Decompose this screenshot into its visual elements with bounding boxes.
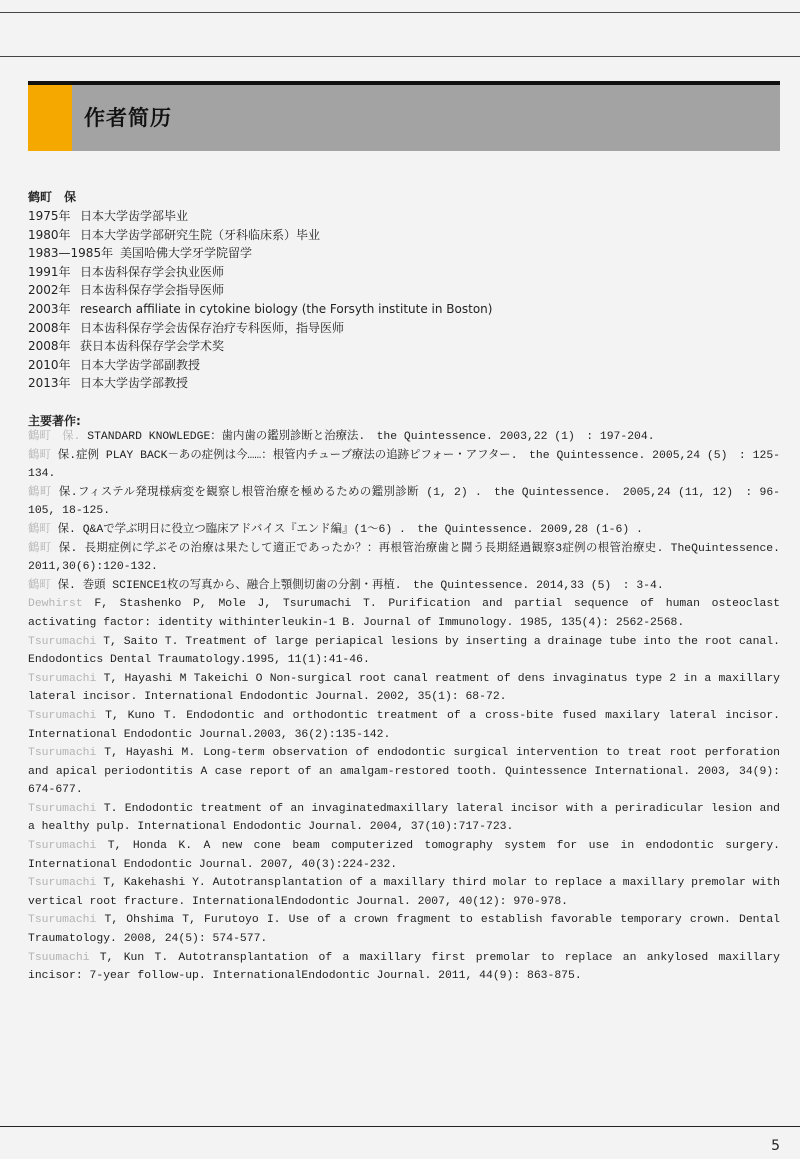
work-author: Tsurumachi [28, 709, 97, 722]
work-item [28, 447, 780, 484]
work-item [28, 577, 780, 596]
work-author: 鶴町 [28, 542, 52, 555]
work-citation: T, Hayashi M. Long-term observation of endodontic surgical intervention to treat root perforation and apical periodontitis A case report of an amalgam-restored tooth. Quintessence International. 2003, 34(9): 674-677. [28, 747, 780, 797]
page-number: 5 [771, 1138, 780, 1154]
career-text: 日本齿科保存学会执业医师 [80, 264, 225, 279]
career-text: 获日本齿科保存学会学术奖 [80, 339, 225, 354]
career-item [28, 281, 492, 300]
career-year: 2008年 [28, 339, 71, 354]
career-list [28, 207, 492, 393]
work-citation: T, Hayashi M Takeichi O Non-surgical root canal reatment of dens invaginatus type 2 in a maxillary lateral incisor. International Endodontic Journal. 2002, 35(1): 68-72. [28, 672, 780, 704]
career-text: 日本大学齿学部毕业 [80, 209, 189, 223]
career-text: 日本大学齿学部研究生院（牙科临床系）毕业 [80, 227, 321, 242]
work-citation: T, Saito T. Treatment of large periapical lesions by inserting a drainage tube into the root canal. Endodontics Dental Traumatology.1995, 11(1):41-46. [28, 635, 780, 667]
header-accent [28, 85, 72, 151]
career-text: 日本齿科保存学会齿保存治疗专科医师，指导医师 [80, 320, 345, 335]
work-citation: T, Kuno T. Endodontic and orthodontic treatment of a cross-bite fused maxilary lateral incisor. International Endodontic Journal.2003, 36(2):135-142. [28, 709, 780, 741]
work-item [28, 744, 780, 800]
career-year: 2010年 [28, 357, 71, 372]
career-item [28, 374, 492, 393]
career-item [28, 244, 492, 263]
work-author: Tsurumachi [28, 672, 97, 685]
section-header [28, 81, 780, 151]
career-item [28, 226, 492, 245]
work-author: Tsurumachi [28, 635, 97, 648]
work-item [28, 670, 780, 707]
page-title: 作者简历 [84, 106, 172, 130]
work-item [28, 540, 780, 577]
work-author: Dewhirst [28, 598, 83, 611]
work-item [28, 633, 780, 670]
work-author: 鶴町 [28, 486, 52, 499]
work-citation: 保. 巻頭 SCIENCE1枚の写真から、融合上顎側切歯の分割・再植. the Quintessence. 2014,33 (5) : 3-4. [50, 579, 664, 592]
work-citation: T, Ohshima T, Furutoyo I. Use of a crown fragment to establish favorable temporary crown. Dental Traumatology. 2008, 24(5): 574-577. [28, 914, 780, 946]
work-author: 鶴町 [28, 449, 51, 462]
work-item [28, 707, 780, 744]
work-citation: T, Kakehashi Y. Autotransplantation of a maxillary third molar to replace a maxillary premolar with vertical root fracture. InternationalEndodontic Journal. 2007, 40(12): 970-978. [28, 877, 780, 908]
career-text: 日本齿科保存学会指导医师 [80, 283, 225, 298]
career-year: 2008年 [28, 320, 71, 335]
work-item [28, 949, 780, 986]
work-author: Tsurumachi [28, 877, 97, 890]
career-item [28, 207, 492, 226]
work-item [28, 428, 780, 447]
career-item [28, 356, 492, 375]
work-citation: T. Endodontic treatment of an invaginatedmaxillary lateral incisor with a periradicular lesion and a healthy pulp. International Endodontic Journal. 2004, 37(10):717-723. [28, 802, 780, 834]
work-item [28, 837, 780, 874]
work-author: Tsurumachi [28, 802, 97, 815]
career-text: research affiliate in cytokine biology (the Forsyth institute in Boston) [80, 301, 493, 316]
work-item [28, 911, 780, 948]
work-author: 鶴町 保. [28, 431, 81, 443]
career-item [28, 337, 492, 356]
work-citation: 保. Q&Aで学ぶ明日に役立つ臨床アドバイス『エンド編』(1～6) . the Quintessence. 2009,28 (1-6) . [50, 523, 643, 536]
career-item [28, 263, 492, 282]
career-year: 1991年 [28, 264, 71, 279]
bottom-rule [0, 1126, 800, 1127]
career-text: 美国哈佛大学牙学院留学 [120, 246, 253, 261]
work-citation: 保. 長期症例に学ぶその治療は果たして適正であったか？：再根管治療歯と闘う長期経過観察3症例の根管治療史. TheQuintessence. 2011,30(6):120-132. [28, 542, 780, 574]
work-citation: F, Stashenko P, Mole J, Tsurumachi T. Purification and partial sequence of human osteoclast activating factor: identity withinterleukin-1 B. Journal of Immunology. 1985, 135(4): 2562-2568. [28, 598, 780, 629]
works-heading: 主要著作: [28, 414, 81, 428]
work-item [28, 800, 780, 837]
work-citation: T, Honda K. A new cone beam computerized tomography system for use in endodontic surgery. International Endodontic Journal. 2007, 40(3):224-232. [28, 840, 780, 871]
works-list [28, 428, 780, 986]
work-author: Tsurumachi [28, 914, 97, 927]
career-year: 1983—1985年 [28, 246, 114, 261]
work-citation: 保.症例 PLAY BACK－あの症例は今……：根管内チューブ療法の追跡ピフォー・アフター. the Quintessence. 2005,24 (5) : 125-134. [28, 449, 780, 481]
work-item [28, 595, 780, 632]
work-citation: T, Kun T. Autotransplantation of a maxillary first premolar to replace an ankylosed maxillary incisor: 7-year follow-up. InternationalEndodontic Journal. 2011, 44(9): 863-875. [28, 951, 780, 983]
top-rule [0, 56, 800, 57]
top-rule [0, 12, 800, 13]
work-citation: STANDARD KNOWLEDGE：歯内歯の鑑別診断と治療法. the Quintessence. 2003,22 (1) : 197-204. [80, 431, 655, 443]
work-item [28, 521, 780, 540]
work-author: 鶴町 [28, 523, 51, 536]
work-author: Tsuumachi [28, 951, 90, 964]
career-text: 日本大学齿学部副教授 [80, 357, 201, 372]
work-author: Tsurumachi [28, 840, 97, 853]
work-citation: 保.フィステル発現様病変を観察し根管治療を極めるための鑑別診断 (1, 2) . the Quintessence. 2005,24 (11, 12) : 96-105, 18-125. [28, 486, 780, 518]
work-item [28, 874, 780, 911]
career-item [28, 319, 492, 338]
career-item [28, 300, 492, 319]
work-item [28, 484, 780, 521]
career-text: 日本大学齿学部教授 [80, 376, 189, 391]
career-year: 2002年 [28, 283, 71, 298]
author-name: 鹤町 保 [28, 190, 77, 204]
career-year: 1980年 [28, 227, 71, 242]
career-year: 1975年 [28, 209, 71, 223]
career-year: 2013年 [28, 376, 71, 391]
career-year: 2003年 [28, 301, 71, 316]
work-author: 鶴町 [28, 579, 51, 592]
work-author: Tsurumachi [28, 747, 97, 760]
